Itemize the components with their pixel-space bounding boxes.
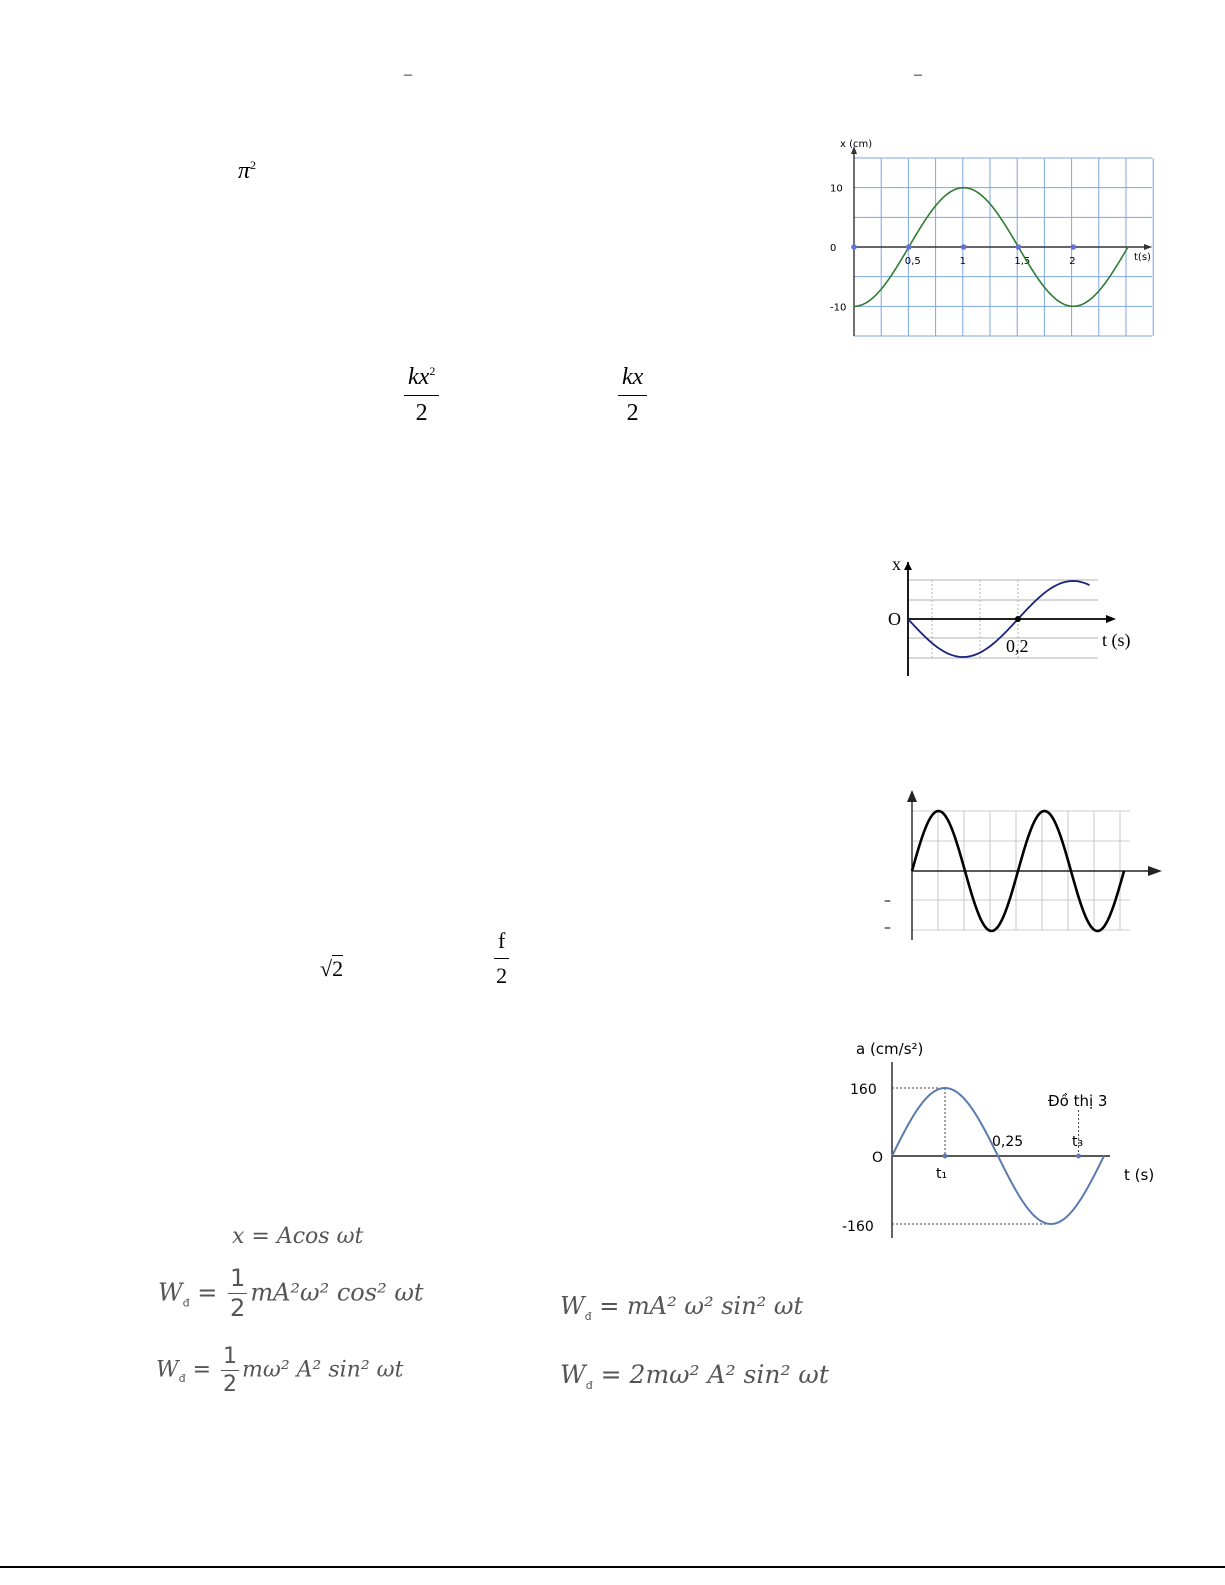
chart-3-wave bbox=[880, 784, 1165, 944]
chart-4-x-tick-t3: t₃ bbox=[1072, 1134, 1084, 1150]
chart-2-origin-label: O bbox=[888, 609, 901, 629]
chart-1-y-tick-label: 0 bbox=[830, 243, 837, 254]
option-d-formula: $W_đ = 2m\omega^2$ A² sin² ωt bbox=[560, 1360, 829, 1392]
chart-1-x-tick-label: 0,5 bbox=[904, 256, 921, 267]
chart-2-y-label: x bbox=[892, 554, 901, 574]
chart-2-x-tick-label: 0,2 bbox=[1006, 636, 1029, 656]
page-bottom-rule bbox=[0, 1566, 1225, 1568]
fraction-kx: $\frac{kx}{2}$ bbox=[618, 364, 647, 427]
chart-4-y-tick-min: -160 bbox=[842, 1219, 874, 1235]
chart-1-x-tick-label: 1,5 bbox=[1014, 256, 1031, 267]
position-formula: x = Acos ωt bbox=[232, 1224, 364, 1249]
chart-2-y-arrow bbox=[904, 562, 912, 570]
chart-1-axis-point bbox=[1070, 244, 1076, 250]
chart-1-axis-point bbox=[851, 244, 857, 250]
chart-2-x-arrow bbox=[1106, 615, 1116, 623]
chart-3-y-tick-neg-1: – bbox=[884, 893, 891, 909]
chart-1-axes bbox=[851, 146, 1152, 336]
chart-3-x-arrow bbox=[1148, 866, 1162, 876]
fraction-kx-squared: $\frac{kx^2}{2}$ bbox=[404, 364, 439, 427]
chart-1-axis-point bbox=[961, 244, 967, 250]
chart-1-x-tick-label: 1 bbox=[959, 256, 966, 267]
chart-2-axes bbox=[904, 562, 1116, 676]
option-a-formula: $W_đ$ = $\frac{1}{2}$ mA²ω² cos² ωt bbox=[158, 1264, 424, 1323]
chart-4-axis-point bbox=[943, 1154, 948, 1159]
chart-3-y-arrow bbox=[907, 790, 917, 802]
chart-1-axis-point bbox=[906, 244, 912, 250]
chart-4-x-tick-t1: t₁ bbox=[936, 1166, 948, 1182]
chart-4-acceleration-time bbox=[834, 1034, 1166, 1244]
chart-1-y-tick-label: -10 bbox=[830, 302, 847, 314]
chart-2-x-label: t (s) bbox=[1102, 630, 1131, 650]
chart-1-x-tick-label: 2 bbox=[1069, 256, 1076, 267]
chart-1-y-tick-label: 10 bbox=[830, 183, 843, 195]
chart-1-x-arrow bbox=[1144, 244, 1152, 250]
chart-4-y-label: a (cm/s²) bbox=[856, 1040, 924, 1058]
chart-4-x-label: t (s) bbox=[1124, 1166, 1155, 1184]
option-c-formula: $W_đ$ = $\frac{1}{2}$ mω² A² sin² ωt bbox=[156, 1344, 404, 1398]
chart-4-title: Đồ thị 3 bbox=[1048, 1092, 1108, 1110]
chart-3-y-tick-neg-2: – bbox=[884, 920, 891, 936]
chart-1-x-label: t(s) bbox=[1134, 252, 1151, 263]
pi-squared: $\pi^2$ bbox=[238, 158, 257, 184]
chart-4-axis-point bbox=[1076, 1154, 1081, 1159]
fraction-f-over-2: $\frac{f}{2}$ bbox=[494, 928, 509, 989]
chart-4-x-tick-025: 0,25 bbox=[992, 1134, 1024, 1150]
chart-1-y-label: x (cm) bbox=[840, 139, 873, 150]
dash-right: – bbox=[914, 66, 922, 83]
chart-1-axis-point bbox=[1016, 244, 1022, 250]
chart-4-origin-label: O bbox=[872, 1150, 884, 1166]
option-b-formula: $W_đ = mA^2$ ω² sin² ωt bbox=[560, 1292, 804, 1323]
chart-1-position-time bbox=[828, 134, 1158, 344]
chart-2-position-time bbox=[884, 552, 1144, 684]
chart-3-axes bbox=[907, 790, 1162, 940]
chart-4-y-tick-max: 160 bbox=[850, 1082, 877, 1098]
chart-2-crossing-point bbox=[1015, 616, 1021, 622]
sqrt-two: √2 bbox=[320, 956, 344, 981]
dash-left: – bbox=[404, 66, 412, 83]
